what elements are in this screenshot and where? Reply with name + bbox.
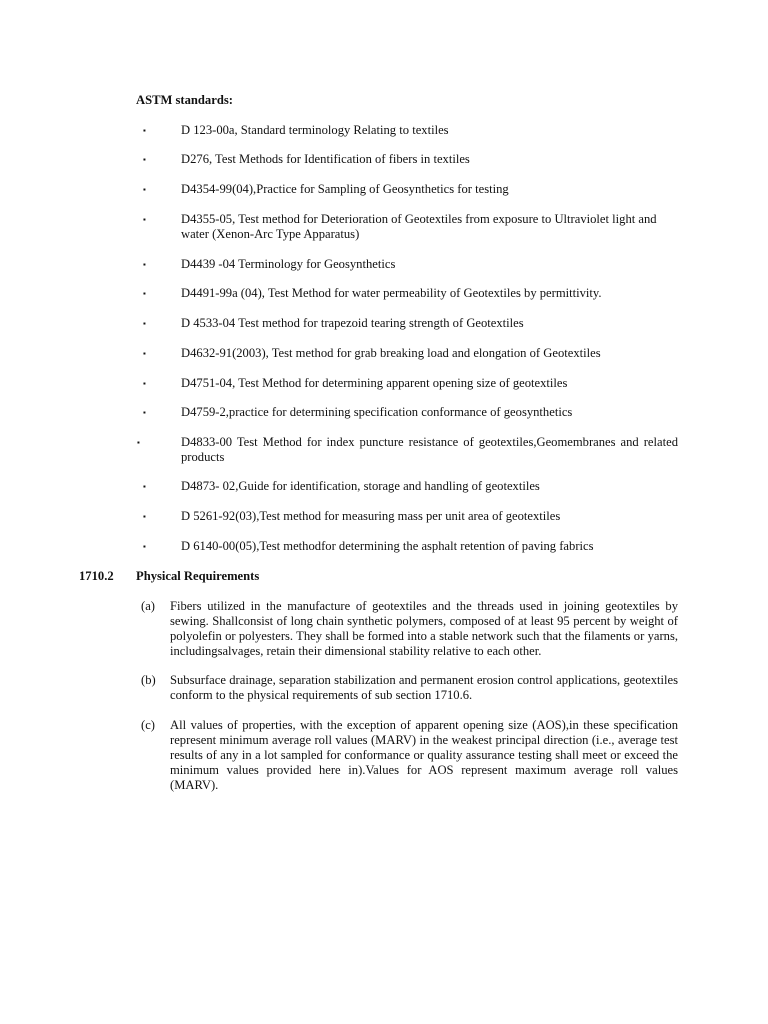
bullet-icon: ▪ — [137, 438, 140, 447]
bullet-icon: ▪ — [143, 126, 146, 135]
bullet-icon: ▪ — [143, 512, 146, 521]
standard-text: D 6140-00(05),Test methodfor determining the asphalt retention of paving fabrics — [181, 539, 594, 553]
bullet-icon: ▪ — [143, 482, 146, 491]
standard-text: D 4533-04 Test method for trapezoid tearing strength of Geotextiles — [181, 316, 524, 330]
standard-text: D4632-91(2003), Test method for grab breaking load and elongation of Geotextiles — [181, 346, 601, 360]
requirement-label: (c) — [141, 718, 155, 732]
requirement-text: Fibers utilized in the manufacture of geotextiles and the threads used in joining geotextiles by sewing. Shallconsist of long chain synthetic polymers, composed of at least 95 percent by weight of polyolefin or polyesters. They shall be formed into a stable network such that the filaments or yarns, includingsalvages, retain their dimensional stability relative to each other. — [170, 599, 678, 658]
requirement-label: (a) — [141, 599, 155, 613]
standard-text: D4491-99a (04), Test Method for water permeability of Geotextiles by permittivity. — [181, 286, 602, 300]
standard-text: D4873- 02,Guide for identification, storage and handling of geotextiles — [181, 479, 540, 493]
bullet-icon: ▪ — [143, 542, 146, 551]
requirement-text: Subsurface drainage, separation stabilization and permanent erosion control applications, geotextiles conform to the physical requirements of sub section 1710.6. — [170, 673, 678, 702]
requirement-text: All values of properties, with the exception of apparent opening size (AOS),in these specification represent minimum average roll values (MARV) in the weakest principal direction (i.e., average test results of any in a lot sampled for conformance or quality assurance testing shall meet or exceed the minimum values provided here in).Values for AOS represent maximum average roll values (MARV). — [170, 718, 678, 792]
standard-text: D4354-99(04),Practice for Sampling of Geosynthetics for testing — [181, 182, 509, 196]
bullet-icon: ▪ — [143, 289, 146, 298]
standard-text: D4833-00 Test Method for index puncture resistance of geotextiles,Geomembranes and related products — [181, 435, 678, 464]
section-heading — [79, 569, 259, 584]
requirement-label: (b) — [141, 673, 156, 687]
standard-text: D 123-00a, Standard terminology Relating to textiles — [181, 123, 449, 137]
section-title: Physical Requirements — [136, 569, 260, 583]
section-number: 1710.2 — [79, 569, 114, 583]
astm-standards-heading: ASTM standards: — [136, 93, 233, 107]
bullet-icon: ▪ — [143, 349, 146, 358]
bullet-icon: ▪ — [143, 260, 146, 269]
standard-text: D4751-04, Test Method for determining apparent opening size of geotextiles — [181, 376, 568, 390]
bullet-icon: ▪ — [143, 155, 146, 164]
bullet-icon: ▪ — [143, 408, 146, 417]
standard-text: D4759-2,practice for determining specification conformance of geosynthetics — [181, 405, 573, 419]
bullet-icon: ▪ — [143, 215, 146, 224]
bullet-icon: ▪ — [143, 319, 146, 328]
standard-text: D 5261-92(03),Test method for measuring mass per unit area of geotextiles — [181, 509, 561, 523]
standard-text: D4355-05, Test method for Deterioration of Geotextiles from exposure to Ultraviolet light and water (Xenon-Arc Type Apparatus) — [181, 212, 657, 241]
standard-text: D4439 -04 Terminology for Geosynthetics — [181, 257, 396, 271]
bullet-icon: ▪ — [143, 379, 146, 388]
standard-text: D276, Test Methods for Identification of fibers in textiles — [181, 152, 470, 166]
bullet-icon: ▪ — [143, 185, 146, 194]
